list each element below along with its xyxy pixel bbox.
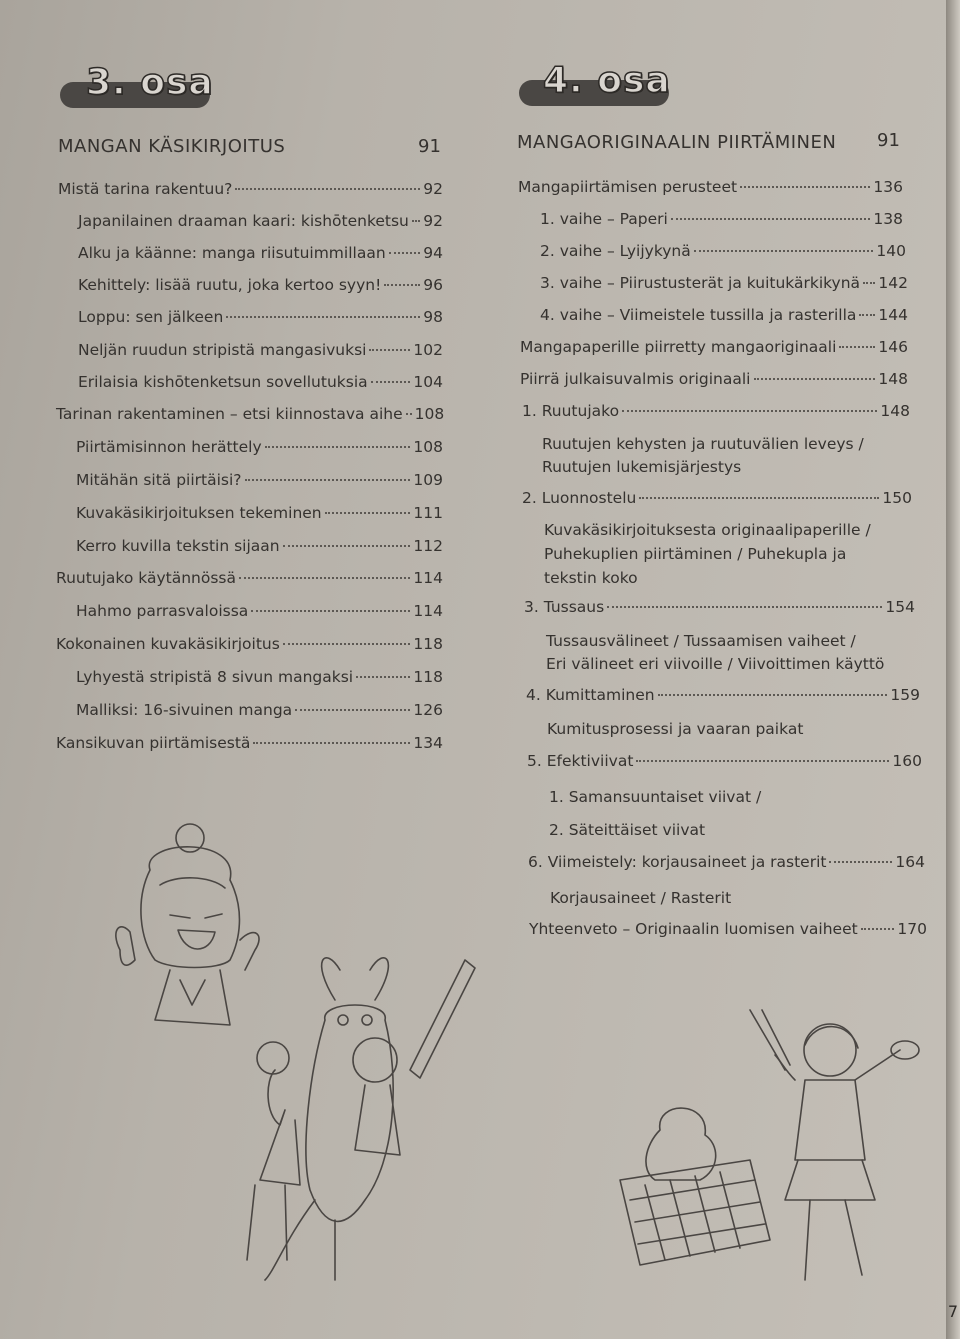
toc-entry[interactable]: Mangapiirtämisen perusteet 136 bbox=[518, 178, 903, 196]
toc-entry[interactable]: 2. Luonnostelu 150 bbox=[522, 489, 912, 507]
part3-section-page: 91 bbox=[418, 136, 441, 157]
toc-subtext: Ruutujen kehysten ja ruutuvälien leveys / bbox=[542, 435, 864, 453]
toc-entry[interactable]: Loppu: sen jälkeen 98 bbox=[78, 308, 443, 326]
toc-entry[interactable]: 6. Viimeistely: korjausaineet ja rasterit 164 bbox=[528, 853, 925, 871]
toc-subtext: 1. Samansuuntaiset viivat / bbox=[549, 788, 762, 806]
toc-entry[interactable]: 2. vaihe – Lyijykynä 140 bbox=[540, 242, 906, 260]
toc-entry[interactable]: Erilaisia kishōtenketsun sovellutuksia 104 bbox=[78, 373, 443, 391]
toc-subtext: 2. Säteittäiset viivat bbox=[549, 821, 706, 839]
toc-entry[interactable]: Mitähän sitä piirtäisi? 109 bbox=[76, 471, 443, 489]
toc-entry[interactable]: Kehittely: lisää ruutu, joka kertoo syyn! 96 bbox=[78, 276, 443, 294]
toc-entry[interactable]: 1. vaihe – Paperi 138 bbox=[540, 210, 903, 228]
toc-subtext: tekstin koko bbox=[544, 569, 638, 587]
toc-entry[interactable]: Kansikuvan piirtämisestä 134 bbox=[56, 734, 443, 752]
illustration-shrimp-and-swordsman bbox=[225, 940, 485, 1300]
toc-subtext: Kuvakäsikirjoituksesta originaalipaperille / bbox=[544, 521, 871, 539]
illustration-girl-cheering bbox=[600, 1010, 930, 1310]
toc-subtext: Ruutujen lukemisjärjestys bbox=[542, 458, 742, 476]
toc-entry[interactable]: Lyhyestä stripistä 8 sivun mangaksi 118 bbox=[76, 668, 443, 686]
toc-entry[interactable]: 3. Tussaus 154 bbox=[524, 598, 915, 616]
toc-entry[interactable]: Piirrä julkaisuvalmis originaali 148 bbox=[520, 370, 908, 388]
toc-entry[interactable]: Alku ja käänne: manga riisutuimmillaan 94 bbox=[78, 244, 443, 262]
page-edge bbox=[946, 0, 960, 1339]
toc-entry[interactable]: Hahmo parrasvaloissa 114 bbox=[76, 602, 443, 620]
toc-entry[interactable]: Yhteenveto – Originaalin luomisen vaiheet 170 bbox=[529, 920, 927, 938]
toc-entry[interactable]: Neljän ruudun stripistä mangasivuksi 102 bbox=[78, 341, 443, 359]
toc-entry[interactable]: Ruutujako käytännössä 114 bbox=[56, 569, 443, 587]
part3-section-title: MANGAN KÄSIKIRJOITUS bbox=[58, 136, 286, 157]
toc-entry[interactable]: 3. vaihe – Piirustusterät ja kuitukärkikynä 142 bbox=[540, 274, 908, 292]
part3-badge-text: 3. osa bbox=[86, 62, 214, 103]
toc-subtext: Tussausvälineet / Tussaamisen vaiheet / bbox=[546, 632, 856, 650]
part4-section-title: MANGAORIGINAALIN PIIRTÄMINEN bbox=[517, 132, 837, 153]
toc-entry[interactable]: 1. Ruutujako 148 bbox=[522, 402, 910, 420]
toc-entry[interactable]: 5. Efektiviivat 160 bbox=[527, 752, 922, 770]
toc-subtext: Eri välineet eri viivoille / Viivoittimen käyttö bbox=[546, 655, 885, 673]
toc-subtext: Korjausaineet / Rasterit bbox=[550, 889, 732, 907]
toc-subtext: Puhekuplien piirtäminen / Puhekupla ja bbox=[544, 545, 847, 563]
toc-entry[interactable]: Tarinan rakentaminen – etsi kiinnostava aihe 108 bbox=[56, 405, 445, 423]
toc-entry[interactable]: Kuvakäsikirjoituksen tekeminen 111 bbox=[76, 504, 443, 522]
toc-entry[interactable]: Kokonainen kuvakäsikirjoitus 118 bbox=[56, 635, 443, 653]
part4-section-page: 91 bbox=[877, 130, 900, 151]
toc-entry[interactable]: Mistä tarina rakentuu? 92 bbox=[58, 180, 443, 198]
toc-entry[interactable]: Japanilainen draaman kaari: kishōtenketsu 92 bbox=[78, 212, 443, 230]
toc-entry[interactable]: 4. vaihe – Viimeistele tussilla ja rasterilla 144 bbox=[540, 306, 908, 324]
part4-badge-text: 4. osa bbox=[543, 60, 671, 101]
toc-subtext: Kumitusprosessi ja vaaran paikat bbox=[547, 720, 804, 738]
page-number: 7 bbox=[947, 1302, 958, 1321]
toc-entry[interactable]: Mangapaperille piirretty mangaoriginaali 146 bbox=[520, 338, 908, 356]
toc-entry[interactable]: Piirtämisinnon herättely 108 bbox=[76, 438, 443, 456]
toc-entry[interactable]: Malliksi: 16-sivuinen manga 126 bbox=[76, 701, 443, 719]
toc-entry[interactable]: 4. Kumittaminen 159 bbox=[526, 686, 920, 704]
toc-entry[interactable]: Kerro kuvilla tekstin sijaan 112 bbox=[76, 537, 443, 555]
